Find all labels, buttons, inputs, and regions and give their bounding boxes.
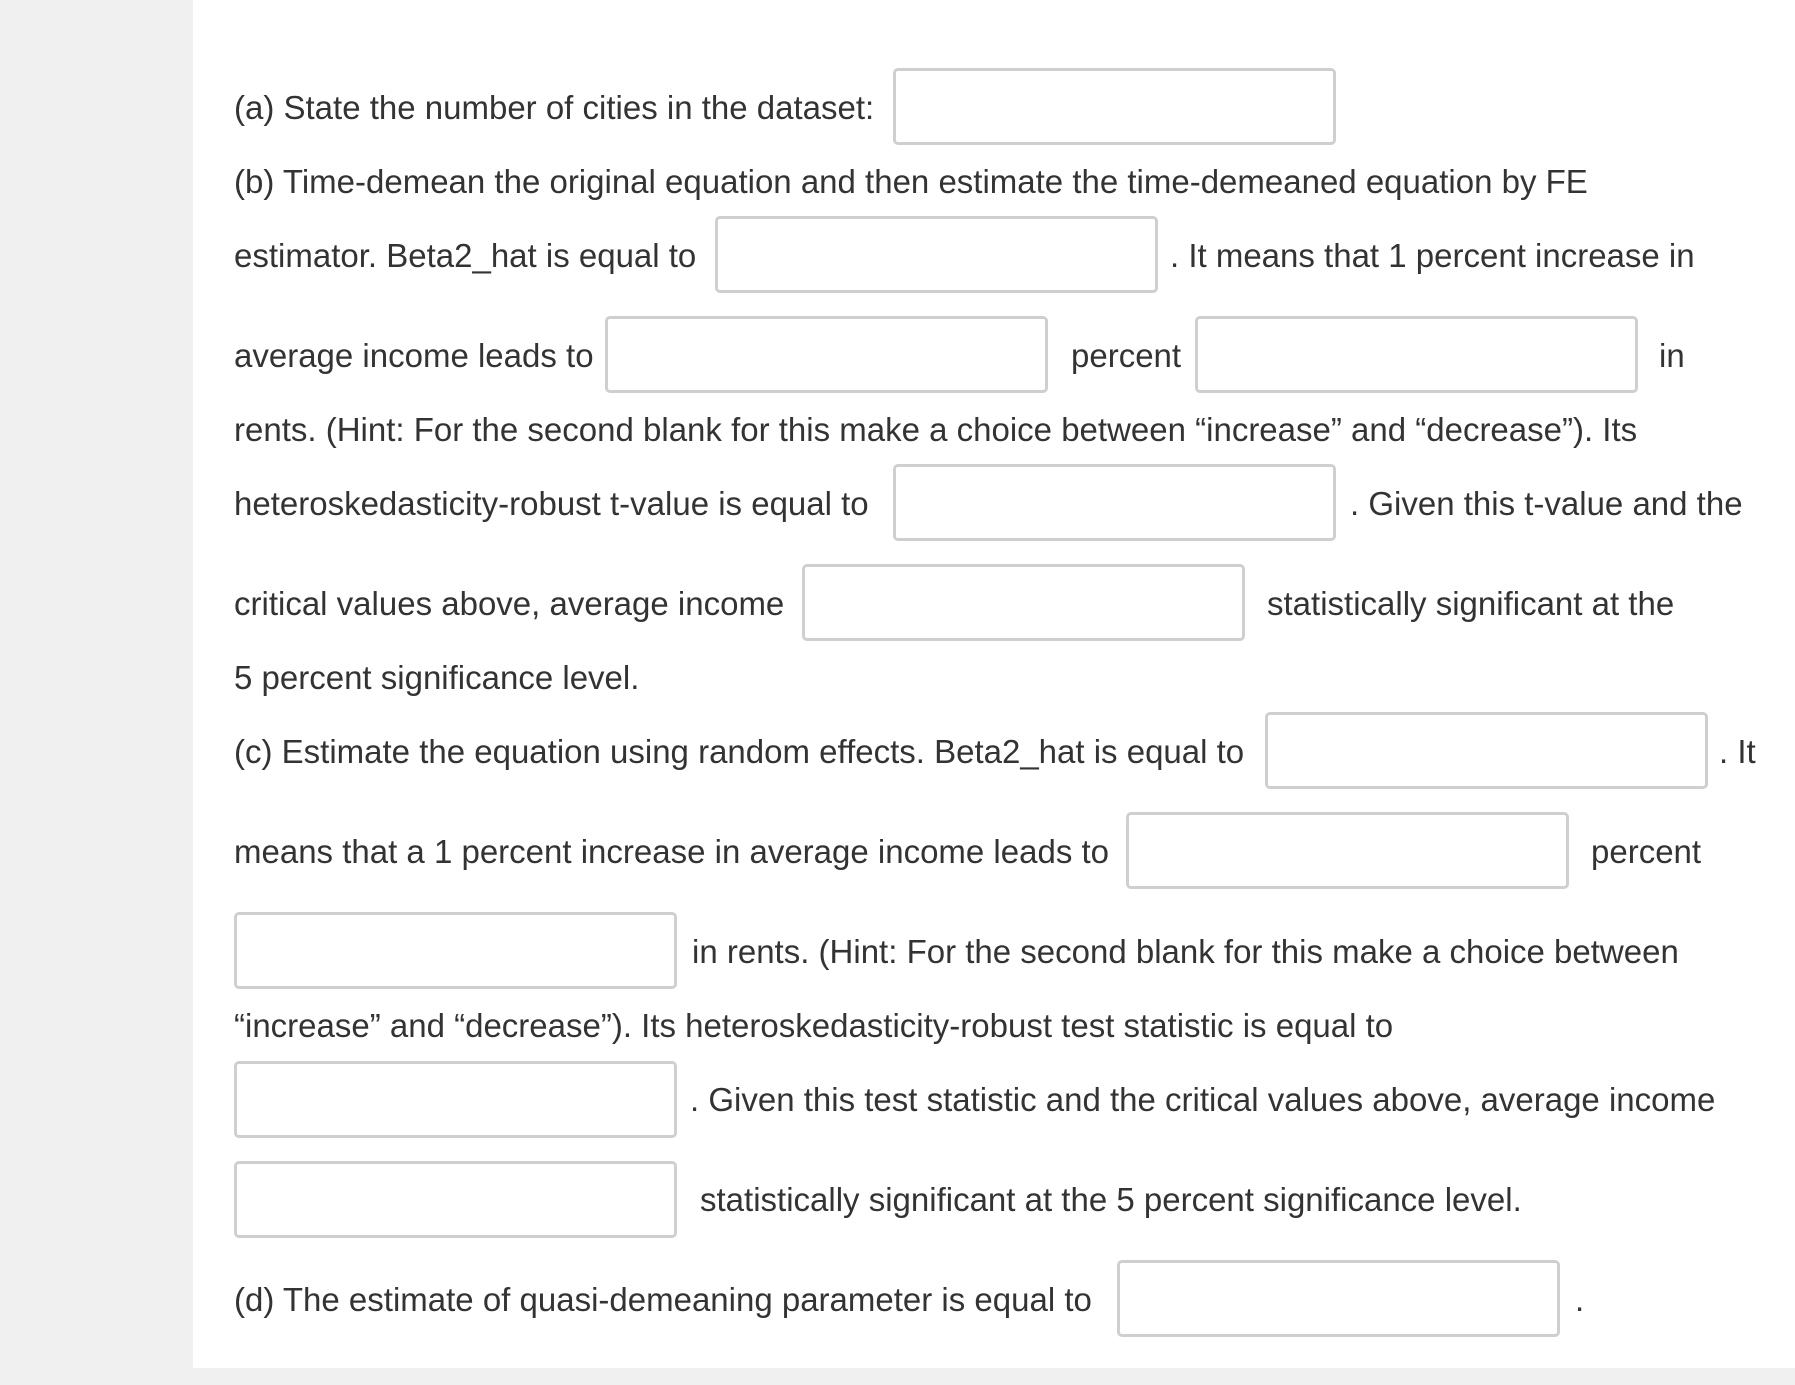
- num-cities-input[interactable]: [893, 68, 1336, 145]
- re-significance-after: statistically significant at the 5 percent significance level.: [700, 1181, 1522, 1218]
- fe-beta2-after: . It means that 1 percent increase in: [1170, 237, 1695, 274]
- fe-direction-input[interactable]: [1195, 316, 1638, 393]
- part-d-label: (d) The estimate of quasi-demeaning parameter is equal to: [234, 1281, 1092, 1318]
- fe-t-value-input[interactable]: [893, 464, 1336, 541]
- fe-hint-text: rents. (Hint: For the second blank for this make a choice between “increase” and “decrease”). Its: [234, 411, 1638, 448]
- part-b-intro: (b) Time-demean the original equation and then estimate the time-demeaned equation by FE: [234, 163, 1588, 200]
- re-beta2-input[interactable]: [1265, 712, 1708, 789]
- fe-beta2-label: estimator. Beta2_hat is equal to: [234, 237, 697, 274]
- re-percent-amount-input[interactable]: [1126, 812, 1569, 889]
- fe-significance-input[interactable]: [802, 564, 1245, 641]
- re-hint-text: in rents. (Hint: For the second blank for this make a choice between: [692, 933, 1679, 970]
- re-significance-input[interactable]: [234, 1161, 677, 1238]
- re-test-statistic-input[interactable]: [234, 1061, 677, 1138]
- fe-significance-after: statistically significant at the: [1267, 585, 1675, 622]
- fe-t-value-label: heteroskedasticity-robust t-value is equal to: [234, 485, 869, 522]
- re-test-statistic-label: “increase” and “decrease”). Its heteroskedasticity-robust test statistic is equal to: [234, 1007, 1394, 1044]
- re-income-label: means that a 1 percent increase in average income leads to: [234, 833, 1110, 870]
- fe-percent-label: percent: [1071, 337, 1182, 374]
- fe-t-value-after: . Given this t-value and the: [1350, 485, 1743, 522]
- fe-beta2-input[interactable]: [715, 216, 1158, 293]
- part-a-label: (a) State the number of cities in the dataset:: [234, 89, 875, 126]
- re-beta2-after: . It: [1719, 733, 1756, 770]
- fe-income-label: average income leads to: [234, 337, 594, 374]
- fe-level-text: 5 percent significance level.: [234, 659, 640, 696]
- re-test-statistic-after: . Given this test statistic and the critical values above, average income: [690, 1081, 1716, 1118]
- fe-critical-label: critical values above, average income: [234, 585, 785, 622]
- re-direction-input[interactable]: [234, 912, 677, 989]
- fe-in-label: in: [1659, 337, 1685, 374]
- quasi-demeaning-input[interactable]: [1117, 1260, 1560, 1337]
- part-d-period: .: [1575, 1281, 1585, 1318]
- fe-percent-amount-input[interactable]: [605, 316, 1048, 393]
- part-c-label: (c) Estimate the equation using random effects. Beta2_hat is equal to: [234, 733, 1245, 770]
- re-percent-label: percent: [1591, 833, 1702, 870]
